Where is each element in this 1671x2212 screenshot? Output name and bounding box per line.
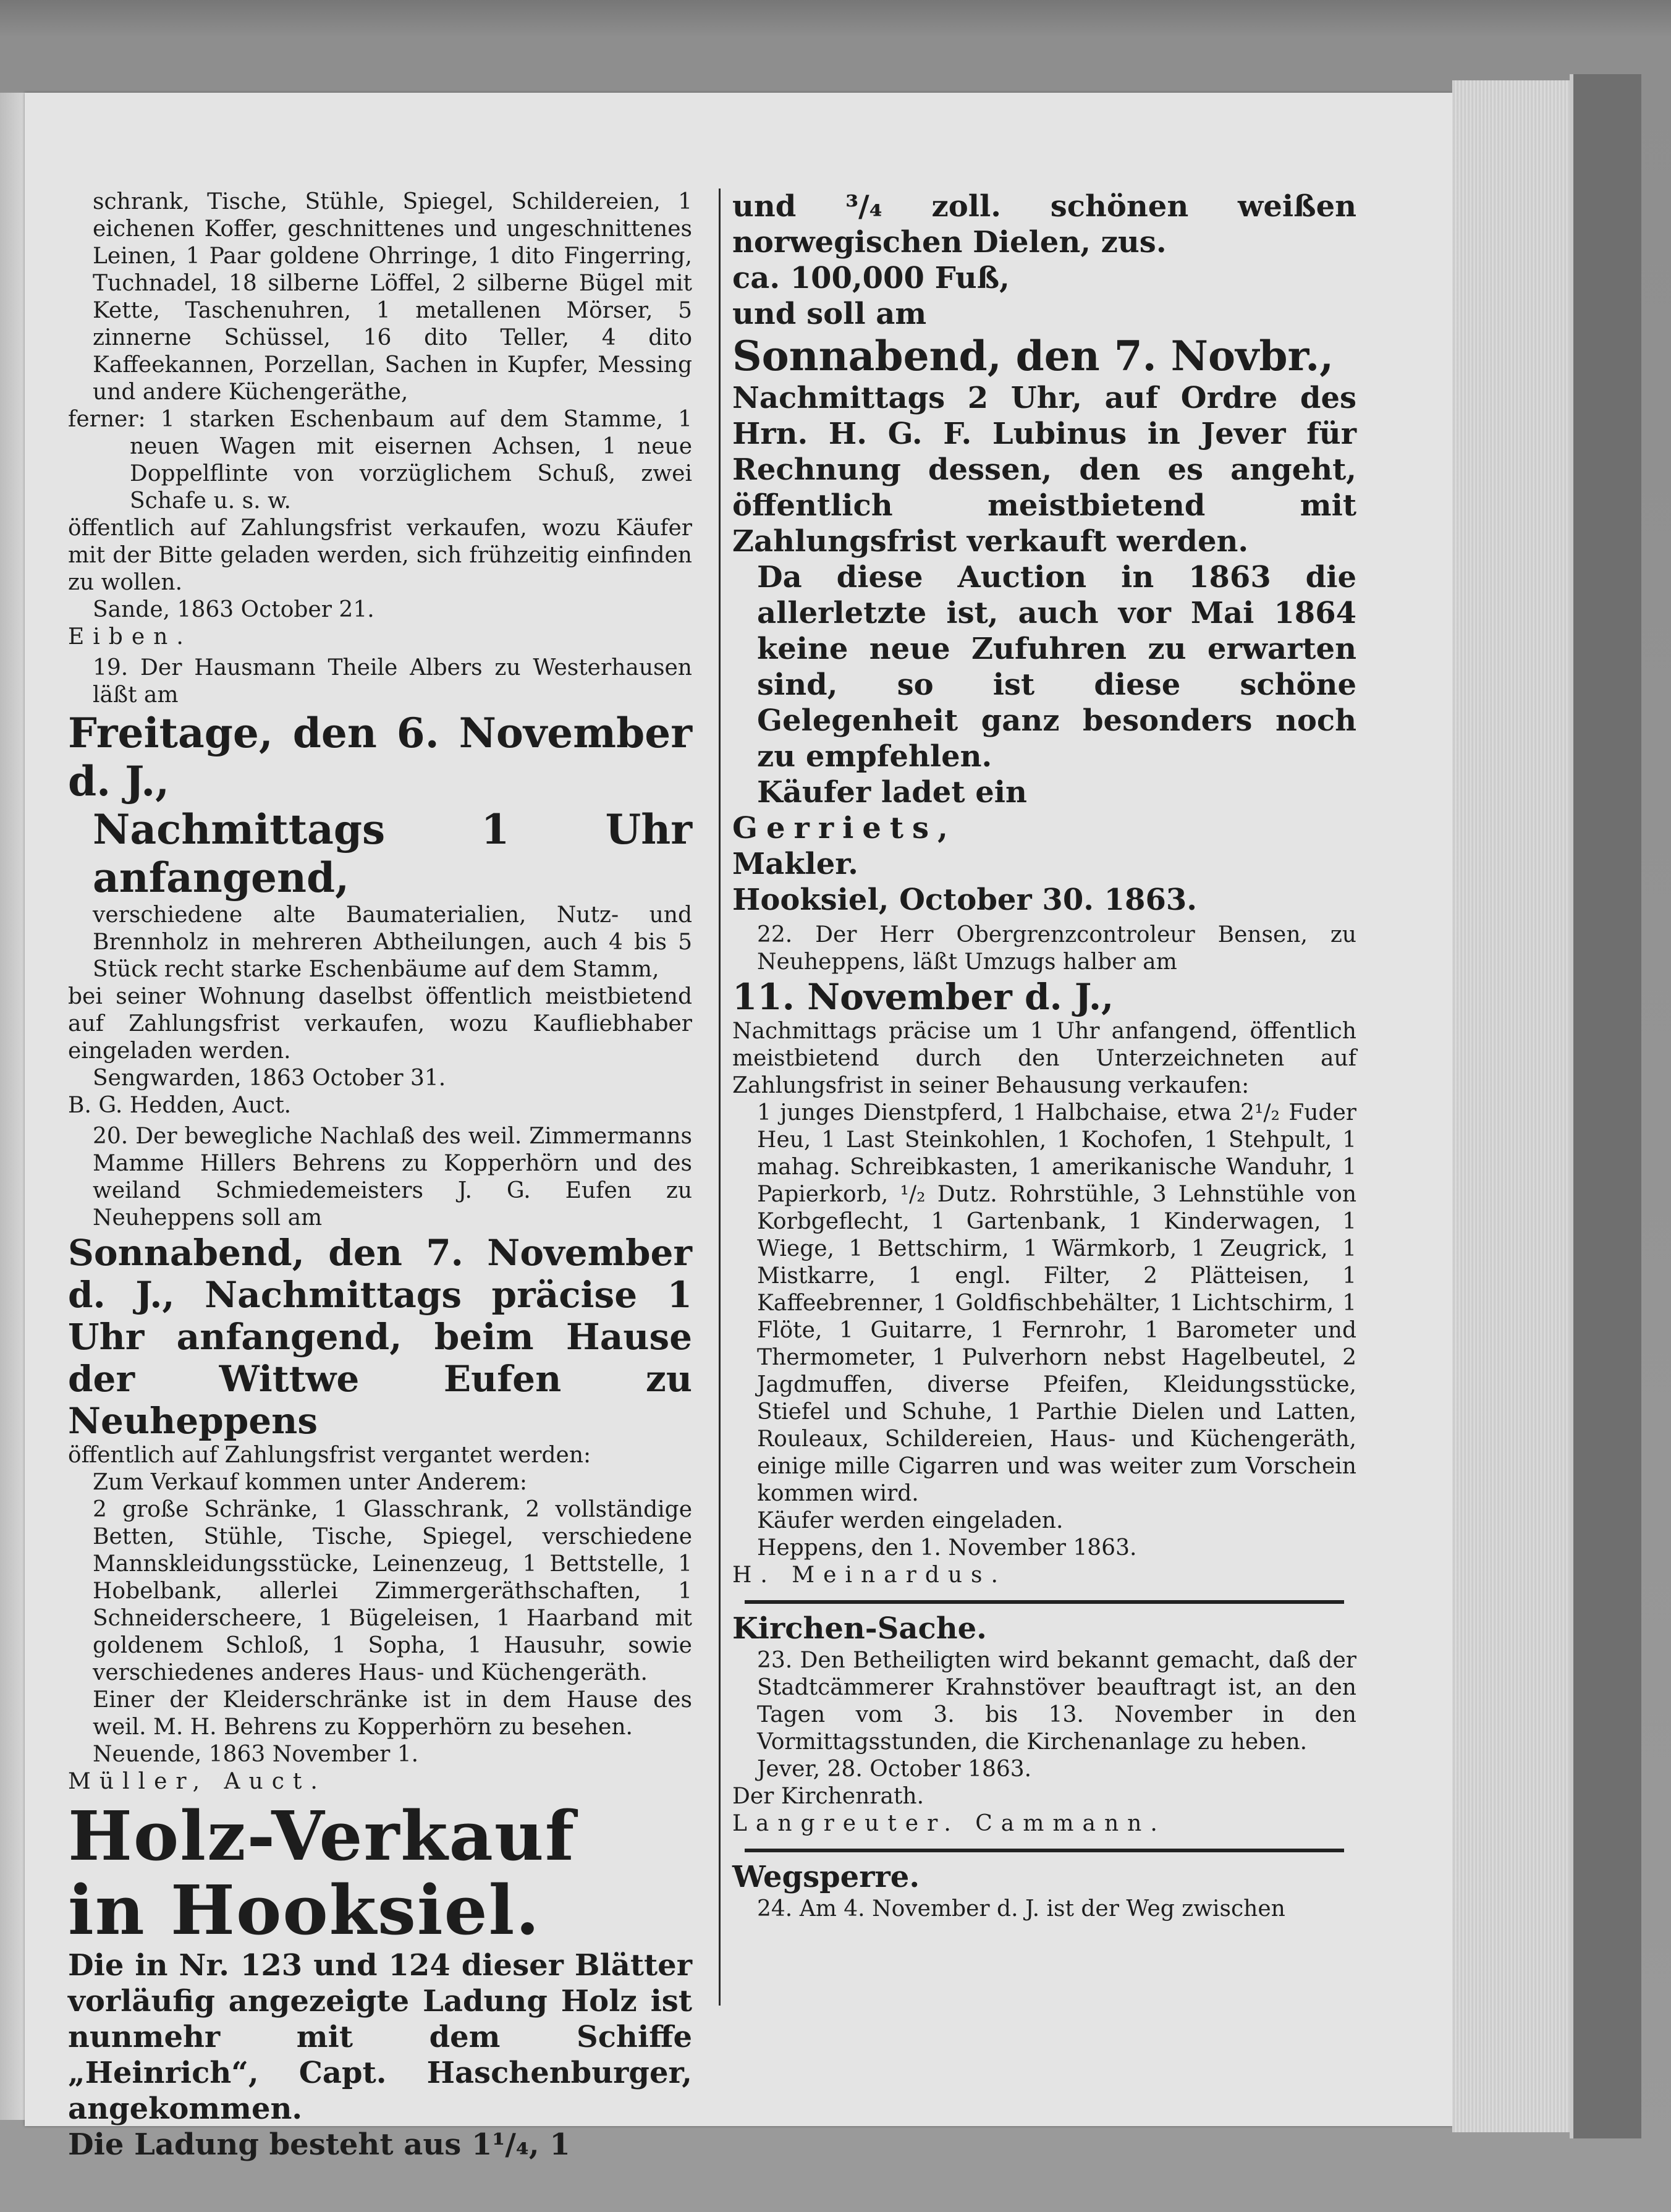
ferner-text: 1 starken Eschenbaum auf dem Stamme, 1 neuen Wagen mit eisernen Achsen, 1 neue Doppelflinte von vorzüglichem Schuß, zwei Schafe u. s. w. (130, 407, 692, 514)
ad20-headline: Sonnabend, den 7. November d. J., Nachmittags präcise 1 Uhr anfangend, beim Hause der Wittwe Eufen zu Neuheppens (68, 1232, 692, 1442)
ad19-place: Sengwarden, 1863 October 31. (93, 1066, 446, 1091)
ad23-names: Langreuter. Cammann. (732, 1811, 1166, 1836)
holz-cont: und ³/₄ zoll. schönen weißen norwegischen Dielen, zus. (732, 189, 1356, 260)
ad-20 (68, 1123, 692, 1795)
left-column (68, 189, 692, 2162)
section-rule (745, 1600, 1344, 1604)
ad20-items-intro: Zum Verkauf kommen unter Anderem: (93, 1470, 528, 1495)
signature: Eiben. (68, 624, 192, 650)
ad22-day: 11. November d. J., (732, 976, 1114, 1018)
section-rule-2 (745, 1849, 1344, 1852)
sale-text: öffentlich auf Zahlungsfrist verkaufen, wozu Käufer mit der Bitte geladen werden, sich frühzeitig einfinden zu wollen. (68, 515, 692, 595)
ad20-sale: öffentlich auf Zahlungsfrist vergantet werden: (68, 1443, 591, 1468)
intro-text: schrank, Tische, Stühle, Spiegel, Schildereien, 1 eichenen Koffer, geschnittenes und ungeschnittenes Leinen, 1 Paar goldene Ohrringe, 1 dito Fingerring, Tuchnadel, 18 silberne Löffel, 2 silberne Bügel mit Kette, Taschenuhren, 1 metallenen Mörser, 5 zinnerne Schüssel, 16 dito Teller, 4 dito Kaffeekannen, Porzellan, Sachen in Kupfer, Messing und andere Küchengeräthe, (93, 189, 692, 405)
holz-day: Sonnabend, den 7. Novbr., (732, 332, 1334, 380)
ad20-items: 2 große Schränke, 1 Glasschrank, 2 vollständige Betten, Stühle, Tische, Spiegel, verschiedene Mannskleidungsstücke, Leinenzeug, 1 Bettstelle, 1 Hobelbank, allerlei Zimmergeräthschaften, 1 Schneiderscheere, 1 Bügeleisen, 1 Haarband mit goldenem Schloß, 1 Sopha, 1 Hausuhr, sowie verschiedenes anderes Haus- und Küchengeräth. (93, 1497, 692, 1685)
ad19-time: Nachmittags 1 Uhr anfangend, (93, 805, 692, 902)
ad24-text: 24. Am 4. November d. J. ist der Weg zwischen (757, 1896, 1285, 1922)
page-stack-edge (1452, 80, 1570, 2132)
holz-continuation (732, 189, 1356, 918)
ad19-items: verschiedene alte Baumaterialien, Nutz- und Brennholz in mehreren Abtheilungen, auch 4 bis 5 Stück recht starke Eschenbäume auf dem Stamm, (93, 902, 692, 982)
weg-section (732, 1858, 1356, 1923)
book-cover (1570, 74, 1641, 2138)
ferner-paragraph (68, 406, 692, 515)
holz-cargo: Die Ladung besteht aus 1¹/₄, 1 (68, 2127, 570, 2162)
previous-page-edge (0, 93, 25, 2120)
holz-note: Da diese Auction in 1863 die allerletzte ist, auch vor Mai 1864 keine neue Zufuhren zu erwarten sind, so ist diese schöne Gelegenheit ganz besonders noch zu empfehlen. (757, 560, 1356, 774)
ad19-day: Freitage, den 6. November d. J., (68, 709, 692, 805)
section-kirchen-title: Kirchen-Sache. (732, 1611, 987, 1646)
ad19-intro: 19. Der Hausmann Theile Albers zu Westerhausen läßt am (93, 655, 692, 708)
right-column (732, 189, 1356, 2036)
holz-agent: Gerriets, (732, 811, 957, 845)
holz-title-1: Holz-Verkauf (68, 1796, 576, 1876)
holz-invite: Käufer ladet ein (757, 775, 1027, 810)
holz-place: Hooksiel, October 30. 1863. (732, 883, 1197, 917)
place-date: Sande, 1863 October 21. (93, 597, 374, 622)
ad23-text: 23. Den Betheiligten wird bekannt gemacht, daß der Stadtcämmerer Krahnstöver beauftragt ist, an den Tagen vom 3. bis 13. November in den Vormittagsstunden, die Kirchenanlage zu heben. (757, 1648, 1356, 1755)
ad20-intro: 20. Der bewegliche Nachlaß des weil. Zimmermanns Mamme Hillers Behrens zu Kopperhörn und des weiland Schmiedemeisters J. G. Eufen zu Neuheppens soll am (93, 1124, 692, 1231)
ad20-place: Neuende, 1863 November 1. (93, 1742, 419, 1767)
ad19-sale: bei seiner Wohnung daselbst öffentlich meistbietend auf Zahlungsfrist verkaufen, wozu Kaufliebhaber eingeladen werden. (68, 984, 692, 1064)
ad-22 (732, 922, 1356, 1589)
ad20-signature: Müller, Auct. (68, 1769, 326, 1794)
kirchen-section (732, 1610, 1356, 1837)
holz-will: und soll am (732, 297, 927, 331)
ad22-items: 1 junges Dienstpferd, 1 Halbchaise, etwa 2¹/₂ Fuder Heu, 1 Last Steinkohlen, 1 Kochofen, 1 Stehpult, 1 mahag. Schreibkasten, 1 amerikanische Wanduhr, 1 Papierkorb, ¹/₂ Dutz. Rohrstühle, 3 Lehnstühle von Korbgeflecht, 1 Gartenbank, 1 Kinderwagen, 1 Wiege, 1 Bettschirm, 1 Wärmkorb, 1 Zeugrick, 1 Mistkarre, 1 engl. Filter, 2 Plätteisen, 1 Kaffeebrenner, 1 Goldfischbehälter, 1 Lichtschirm, 1 Flöte, 1 Guitarre, 1 Fernrohr, 1 Barometer und Thermometer, 1 Pulverhorn nebst Hagelbeutel, 2 Jagdmuffen, diverse Pfeifen, Kleidungsstücke, Stiefel und Schuhe, 1 Parthie Dielen und Latten, Rouleaux, Schildereien, Haus- und Küchengeräth, einige mille Cigarren und was weiter zum Vorschein kommen wird. (757, 1100, 1356, 1506)
ad22-invite: Käufer werden eingeladen. (757, 1508, 1064, 1533)
ad22-signature: H. Meinardus. (732, 1562, 1007, 1588)
intro-block (68, 189, 692, 651)
holz-amount: ca. 100,000 Fuß, (732, 261, 1010, 295)
ad23-place: Jever, 28. October 1863. (757, 1756, 1032, 1782)
ad-holz (68, 1796, 692, 2163)
holz-agent-title: Makler. (732, 847, 858, 881)
ad22-text: Nachmittags präcise um 1 Uhr anfangend, öffentlich meistbietend durch den Unterzeichneten auf Zahlungsfrist in seiner Behausung verkaufen: (732, 1019, 1356, 1098)
holz-details: Nachmittags 2 Uhr, auf Ordre des Hrn. H. G. F. Lubinus in Jever für Rechnung dessen, den es angeht, öffentlich meistbietend mit Zahlungsfrist verkauft werden. (732, 381, 1356, 559)
ad23-body: Der Kirchenrath. (732, 1784, 924, 1809)
holz-text: Die in Nr. 123 und 124 dieser Blätter vorläufig angezeigte Ladung Holz ist nunmehr mit dem Schiffe „Heinrich“, Capt. Haschenburger, angekommen. (68, 1948, 692, 2126)
ad20-note: Einer der Kleiderschränke ist in dem Hause des weil. M. H. Behrens zu Kopperhörn zu besehen. (93, 1687, 692, 1740)
section-weg-title: Wegsperre. (732, 1860, 920, 1894)
ad22-place: Heppens, den 1. November 1863. (757, 1535, 1137, 1561)
ferner-label: ferner: (68, 407, 146, 432)
ad22-intro: 22. Der Herr Obergrenzcontroleur Bensen, zu Neuheppens, läßt Umzugs halber am (757, 922, 1356, 975)
ad19-signature: B. G. Hedden, Auct. (68, 1093, 292, 1118)
holz-title-2: in Hooksiel. (68, 1870, 541, 1950)
column-divider (719, 189, 721, 2006)
ad-19 (68, 655, 692, 1119)
